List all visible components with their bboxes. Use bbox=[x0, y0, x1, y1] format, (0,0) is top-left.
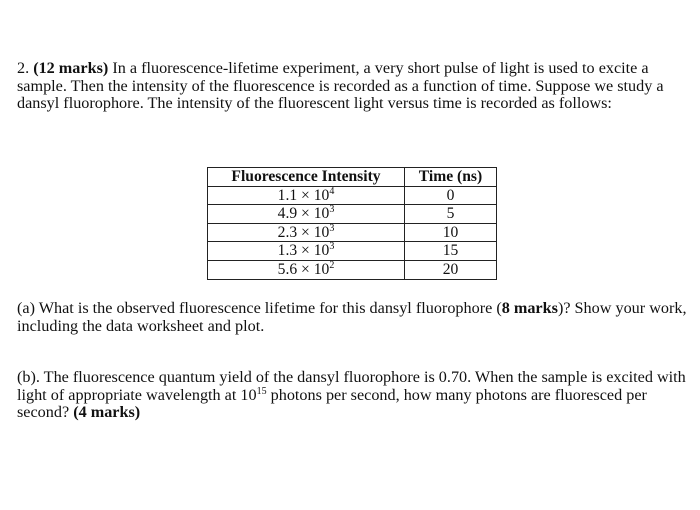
part-b-marks: (4 marks) bbox=[73, 403, 141, 421]
column-header-intensity: Fluorescence Intensity bbox=[208, 168, 405, 187]
time-cell: 20 bbox=[405, 260, 497, 279]
intensity-cell: $1.1 \times 10^4$ bbox=[208, 186, 405, 205]
table-row bbox=[208, 223, 497, 242]
question-number: 2. bbox=[17, 59, 30, 77]
intensity-cell: $4.9 \times 10^3$ bbox=[208, 205, 405, 224]
question-text: In a fluorescence-lifetime experiment, a very short pulse of light is used to excite a sample. Then the intensity of the fluorescence is recorded as a function of time. Suppose we study a dansyl fluorophore. The intensity of the fluorescent light versus time is recorded as follows: bbox=[17, 59, 664, 112]
table-row bbox=[208, 260, 497, 279]
intensity-cell: $5.6 \times 10^2$ bbox=[208, 260, 405, 279]
table-row bbox=[208, 186, 497, 205]
column-header-time: Time (ns) bbox=[405, 168, 497, 187]
photon-rate-exponent: 15 bbox=[256, 385, 267, 397]
part-b-question: (b). The fluorescence quantum yield of the dansyl fluorophore is 0.70. When the sample is excited with light of appropriate wavelength at $10^{15}$ photons per second, how many photons are fluoresced per second? (4 marks) bbox=[17, 368, 686, 421]
time-cell: 5 bbox=[405, 205, 497, 224]
fluorescence-data-table bbox=[207, 167, 497, 280]
table-row bbox=[208, 242, 497, 261]
time-cell: 10 bbox=[405, 223, 497, 242]
question-marks: (12 marks) bbox=[33, 59, 109, 77]
time-cell: 0 bbox=[405, 186, 497, 205]
time-cell: 15 bbox=[405, 242, 497, 261]
table-row bbox=[208, 205, 497, 224]
table-header-row bbox=[208, 168, 497, 187]
part-a-marks: 8 marks bbox=[501, 299, 558, 317]
intensity-cell: $1.3 \times 10^3$ bbox=[208, 242, 405, 261]
question-intro bbox=[17, 60, 687, 113]
intensity-cell: $2.3 \times 10^3$ bbox=[208, 223, 405, 242]
part-a-question: (a) What is the observed fluorescence lifetime for this dansyl fluorophore (8 marks)? Show your work, including the data worksheet and plot. bbox=[17, 299, 687, 335]
